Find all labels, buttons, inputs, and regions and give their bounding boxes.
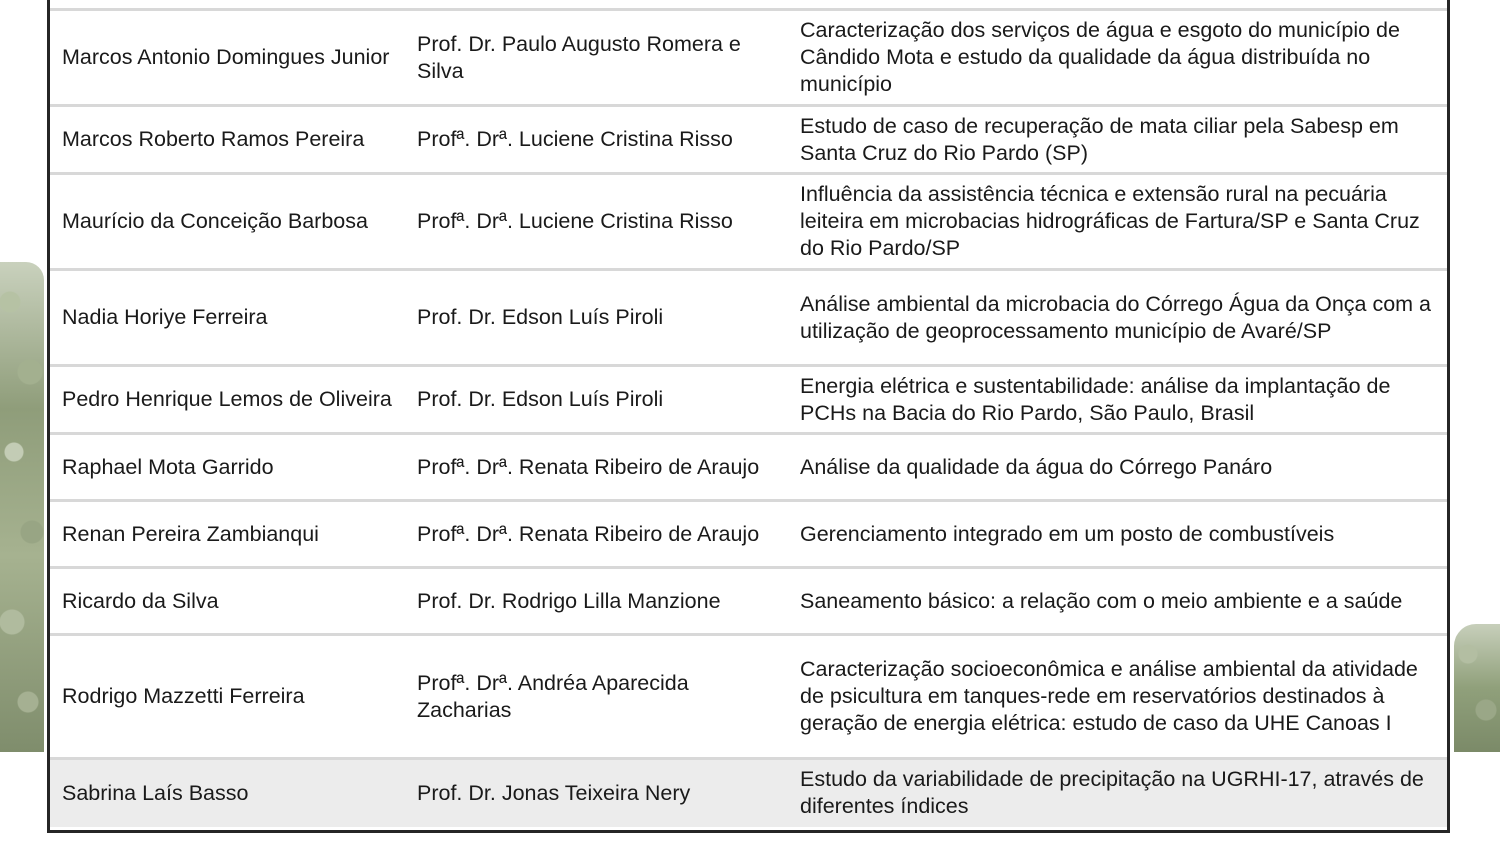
table-row <box>50 759 1447 827</box>
table-row <box>50 366 1447 434</box>
thesis-table <box>50 8 1447 827</box>
student-name-cell: Nadia Horiye Ferreira <box>62 305 268 329</box>
advisor-cell: Profª. Drª. Luciene Cristina Risso <box>417 127 733 151</box>
table-row <box>50 635 1447 759</box>
thesis-title-cell: Estudo da variabilidade de precipitação na UGRHI-17, através de diferentes índices <box>800 767 1424 819</box>
student-name-cell: Ricardo da Silva <box>62 588 219 613</box>
table-row <box>50 434 1447 501</box>
table-row <box>50 568 1447 635</box>
student-name-cell: Marcos Roberto Ramos Pereira <box>62 127 365 151</box>
advisor-cell: Profª. Drª. Renata Ribeiro de Araujo <box>417 454 760 479</box>
advisor-cell: Prof. Dr. Rodrigo Lilla Manzione <box>417 588 721 613</box>
student-name-cell: Maurício da Conceição Barbosa <box>62 209 368 233</box>
thesis-title-cell: Saneamento básico: a relação com o meio ambiente e a saúde <box>800 588 1403 613</box>
thesis-table-frame <box>47 0 1450 833</box>
background-foliage-left <box>0 262 44 752</box>
thesis-title-cell: Caracterização socioeconômica e análise ambiental da atividade de psicultura em tanques-rede em reservatórios destinados à geração de energia elétrica: estudo de caso da UHE Canoas I <box>800 657 1418 735</box>
table-row <box>50 174 1447 270</box>
student-name-cell: Pedro Henrique Lemos de Oliveira <box>62 387 392 411</box>
advisor-cell: Profª. Drª. Andréa Aparecida Zacharias <box>417 670 689 722</box>
advisor-cell: Prof. Dr. Edson Luís Piroli <box>417 387 664 411</box>
thesis-title-cell: Análise da qualidade da água do Córrego Panáro <box>800 454 1273 479</box>
student-name-cell: Renan Pereira Zambianqui <box>62 521 319 546</box>
student-name-cell: Rodrigo Mazzetti Ferreira <box>62 684 305 708</box>
background-foliage-right <box>1454 624 1500 752</box>
advisor-cell: Prof. Dr. Paulo Augusto Romera e Silva <box>417 31 741 83</box>
thesis-title-cell: Análise ambiental da microbacia do Córrego Água da Onça com a utilização de geoprocessamento município de Avaré/SP <box>800 291 1432 343</box>
thesis-title-cell: Gerenciamento integrado em um posto de combustíveis <box>800 521 1335 546</box>
thesis-title-cell: Caracterização dos serviços de água e esgoto do município de Cândido Mota e estudo da qualidade da água distribuída no município <box>800 18 1400 96</box>
table-row <box>50 10 1447 106</box>
table-row <box>50 270 1447 366</box>
student-name-cell: Raphael Mota Garrido <box>62 454 274 479</box>
thesis-title-cell: Energia elétrica e sustentabilidade: análise da implantação de PCHs na Bacia do Rio Pardo, São Paulo, Brasil <box>800 373 1391 425</box>
table-row <box>50 106 1447 174</box>
advisor-cell: Profª. Drª. Luciene Cristina Risso <box>417 209 733 233</box>
advisor-cell: Prof. Dr. Jonas Teixeira Nery <box>417 780 691 805</box>
advisor-cell: Profª. Drª. Renata Ribeiro de Araujo <box>417 521 760 546</box>
student-name-cell: Marcos Antonio Domingues Junior <box>62 45 390 69</box>
table-row <box>50 501 1447 568</box>
thesis-title-cell: Estudo de caso de recuperação de mata ciliar pela Sabesp em Santa Cruz do Rio Pardo (SP) <box>800 113 1399 165</box>
advisor-cell: Prof. Dr. Edson Luís Piroli <box>417 305 664 329</box>
student-name-cell: Sabrina Laís Basso <box>62 780 249 805</box>
thesis-title-cell: Influência da assistência técnica e extensão rural na pecuária leiteira em microbacias hidrográficas de Fartura/SP e Santa Cruz do Rio Pardo/SP <box>800 182 1420 260</box>
